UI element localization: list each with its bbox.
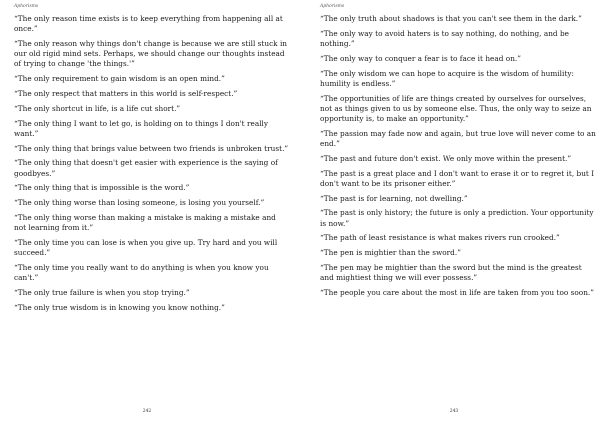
- quote: “The only thing that is impossible is the word.”: [14, 183, 190, 193]
- quote: “The past and future don't exist. We only move within the present.”: [320, 153, 572, 163]
- running-header: Aphorisms: [320, 4, 345, 9]
- quote: “The only reason why things don't change is because we are still stuck in our old rigid mind sets. Perhaps, we should change our thoughts instead of trying to change 'the things.'”: [14, 39, 288, 69]
- left-page: [0, 0, 294, 424]
- quote: “The past is for learning, not dwelling.”: [320, 193, 468, 203]
- running-header: Aphorisms: [14, 4, 39, 9]
- quote: “The only thing that doesn't get easier with experience is the saying of goodbyes.”: [14, 158, 278, 178]
- page-number: 243: [449, 409, 459, 414]
- quote: “The path of least resistance is what makes rivers run crooked.”: [320, 233, 560, 243]
- quote: “The only wisdom we can hope to acquire is the wisdom of humility: humility is endless.”: [320, 68, 574, 88]
- quote: “The only thing that brings value between two friends is unbroken trust.”: [14, 143, 289, 153]
- quote: “The only reason time exists is to keep everything from happening all at once.”: [14, 14, 283, 34]
- quote: “The only time you can lose is when you give up. Try hard and you will succeed.”: [14, 237, 278, 258]
- quote: “The only thing I want to let go, is holding on to things I don't really want.”: [14, 118, 269, 138]
- quote: “The past is only history; the future is only a prediction. Your opportunity is now.”: [320, 208, 594, 228]
- quote: “The only way to avoid haters is to say nothing, do nothing, and be nothing.”: [320, 28, 569, 48]
- quote: “The pen may be mightier than the sword but the mind is the greatest and mightiest thing we will ever possess.”: [320, 262, 582, 283]
- quote-list: [14, 14, 290, 318]
- quote: “The opportunities of life are things created by ourselves for ourselves, not as things given to us by someone else. Thus, the only way to seize an opportunity is, to make an opportunity.”: [320, 93, 592, 123]
- quote: “The only thing worse than making a mistake is making a mistake and not learning from it.”: [14, 212, 276, 233]
- quote: “The pen is mightier than the sword.”: [320, 248, 461, 258]
- quote: “The passion may fade now and again, but true love will never come to an end.”: [320, 128, 596, 148]
- quote: “The only truth about shadows is that you can't see them in the dark.”: [320, 14, 582, 23]
- quote-list: [320, 14, 596, 303]
- quote: “The only true wisdom is in knowing you know nothing.”: [14, 302, 225, 312]
- right-page: [306, 0, 600, 424]
- quote: “The only true failure is when you stop trying.”: [14, 287, 190, 297]
- quote: “The people you care about the most in life are taken from you too soon.”: [320, 287, 595, 297]
- quote: “The only way to conquer a fear is to face it head on.”: [320, 53, 522, 63]
- page-number: 242: [142, 409, 152, 414]
- quote: “The only time you really want to do anything is when you know you can't.”: [14, 262, 269, 283]
- quote: “The past is a great place and I don't want to erase it or to regret it, but I don't want to be its prisoner either.”: [320, 168, 595, 188]
- quote: “The only thing worse than losing someone, is losing you yourself.”: [14, 198, 265, 208]
- quote: “The only shortcut in life, is a life cut short.”: [14, 103, 181, 113]
- quote: “The only requirement to gain wisdom is an open mind.”: [14, 74, 225, 84]
- quote: “The only respect that matters in this world is self-respect.”: [14, 89, 238, 98]
